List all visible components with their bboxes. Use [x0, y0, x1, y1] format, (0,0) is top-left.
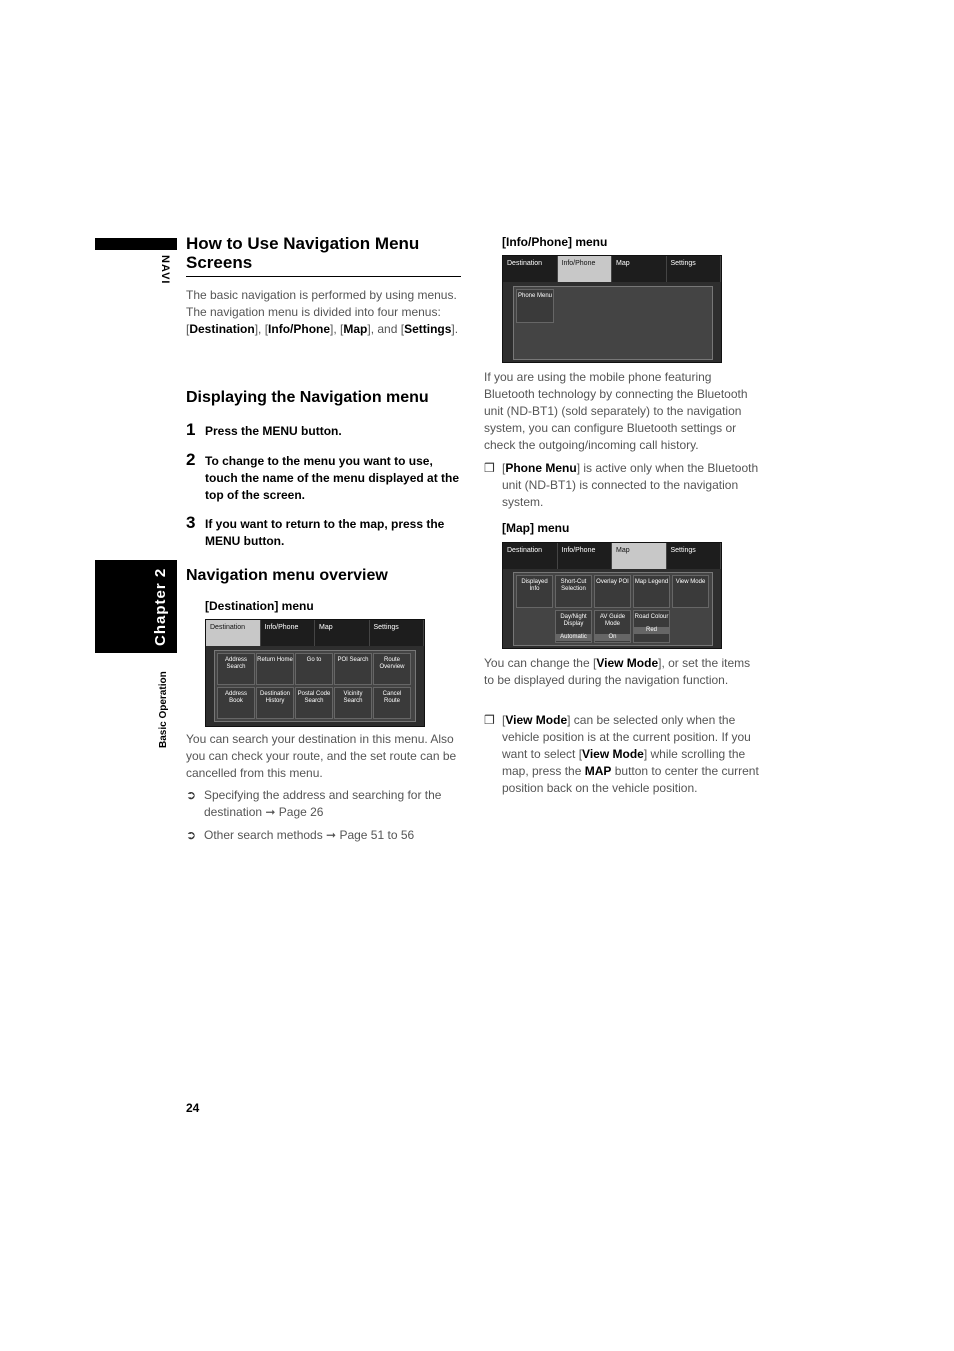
section-label: Basic Operation — [158, 671, 169, 748]
av-guide-mode-button[interactable]: AV Guide Mode On — [594, 610, 631, 643]
step-number: 1 — [186, 420, 196, 439]
tab-info-phone[interactable]: Info/Phone — [261, 620, 316, 646]
navi-label: NAVI — [159, 255, 171, 285]
tab-map[interactable]: Map — [315, 620, 370, 646]
intro-text — [186, 287, 461, 338]
destination-menu-screen — [205, 619, 425, 727]
tab-settings[interactable]: Settings — [370, 620, 425, 646]
navi-bar — [95, 238, 177, 250]
menu-tabs — [503, 543, 721, 569]
intro-p2: The navigation menu is divided into four menus: [Destination], [Info/Phone], [Map], and [Settings]. — [186, 305, 459, 336]
bullet-item: ➲ Specifying the address and searching for the destination ➞ Page 26 — [186, 788, 442, 819]
overlay-poi-button[interactable]: Overlay POI — [594, 575, 631, 608]
destination-history-button[interactable]: Destination History — [256, 687, 294, 719]
tab-destination[interactable]: Destination — [503, 256, 558, 282]
tab-map[interactable]: Map — [612, 256, 667, 282]
map-menu-screen — [502, 542, 722, 649]
address-book-button[interactable]: Address Book — [217, 687, 255, 719]
menu-tabs — [503, 256, 721, 282]
tab-destination[interactable]: Destination — [206, 620, 261, 646]
postal-code-search-button[interactable]: Postal Code Search — [295, 687, 333, 719]
destination-heading: [Destination] menu — [205, 599, 314, 613]
displayed-info-button[interactable]: Displayed Info — [516, 575, 553, 608]
menu-tabs — [206, 620, 424, 646]
go-to-button[interactable]: Go to — [295, 653, 333, 685]
phone-menu-button[interactable]: Phone Menu — [516, 289, 554, 323]
info-phone-description: If you are using the mobile phone featuring Bluetooth technology by connecting the Bluetooth unit (ND-BT1) (sold separately) to the navigation system, you can configure Bluetooth settings or check the outgoing/incoming call history. — [484, 370, 748, 452]
arrow-icon: ➲ — [186, 828, 197, 842]
chapter-label: Chapter 2 — [152, 567, 169, 646]
tab-info-phone[interactable]: Info/Phone — [558, 543, 613, 569]
step-text: If you want to return to the map, press the MENU button. — [205, 517, 445, 548]
tab-info-phone[interactable]: Info/Phone — [558, 256, 613, 282]
tab-settings[interactable]: Settings — [667, 543, 722, 569]
map-legend-button[interactable]: Map Legend — [633, 575, 670, 608]
cancel-route-button[interactable]: Cancel Route — [373, 687, 411, 719]
step-number: 2 — [186, 450, 196, 469]
note-item: ❒ [View Mode] can be selected only when the vehicle position is at the current position. If you want to select [View Mode] while scrolling the map, press the MAP button to center the current position back on the vehicle position. — [484, 713, 759, 795]
step-text: To change to the menu you want to use, touch the name of the menu displayed at the top of the screen. — [205, 454, 460, 502]
tab-map[interactable]: Map — [612, 543, 667, 569]
menu-panel — [214, 650, 416, 722]
poi-search-button[interactable]: POI Search — [334, 653, 372, 685]
menu-panel — [513, 572, 713, 646]
tab-destination[interactable]: Destination — [503, 543, 558, 569]
step-text: Press the MENU button. — [205, 424, 342, 438]
destination-description: You can search your destination in this menu. Also you can check your route, and the set route can be cancelled from this menu. — [186, 732, 457, 780]
day-night-display-button[interactable]: Day/Night Display Automatic — [555, 610, 592, 643]
note-item: ❒ [Phone Menu] is active only when the Bluetooth unit (ND-BT1) is connected to the navigation system. — [484, 461, 759, 509]
arrow-icon: ➲ — [186, 788, 197, 802]
short-cut-selection-button[interactable]: Short-Cut Selection — [555, 575, 592, 608]
overview-heading: Navigation menu overview — [186, 567, 388, 584]
intro-p1: The basic navigation is performed by using menus. — [186, 288, 457, 302]
vicinity-search-button[interactable]: Vicinity Search — [334, 687, 372, 719]
page-number: 24 — [186, 1101, 200, 1115]
map-description: You can change the [View Mode], or set the items to be displayed during the navigation function. — [484, 656, 751, 687]
info-phone-menu-screen — [502, 255, 722, 363]
note-icon: ❒ — [484, 461, 495, 475]
view-mode-button[interactable]: View Mode — [672, 575, 709, 608]
road-colour-button[interactable]: Road Colour Red — [633, 610, 670, 643]
page-title: How to Use Navigation Menu Screens — [186, 234, 461, 277]
note-icon: ❒ — [484, 713, 495, 727]
address-search-button[interactable]: Address Search — [217, 653, 255, 685]
step-number: 3 — [186, 513, 196, 532]
bullet-item: ➲ Other search methods ➞ Page 51 to 56 — [186, 828, 415, 842]
info-phone-heading: [Info/Phone] menu — [502, 235, 608, 249]
displaying-heading: Displaying the Navigation menu — [186, 389, 429, 406]
route-overview-button[interactable]: Route Overview — [373, 653, 411, 685]
menu-panel — [513, 286, 713, 360]
map-heading: [Map] menu — [502, 521, 570, 535]
return-home-button[interactable]: Return Home — [256, 653, 294, 685]
tab-settings[interactable]: Settings — [667, 256, 722, 282]
